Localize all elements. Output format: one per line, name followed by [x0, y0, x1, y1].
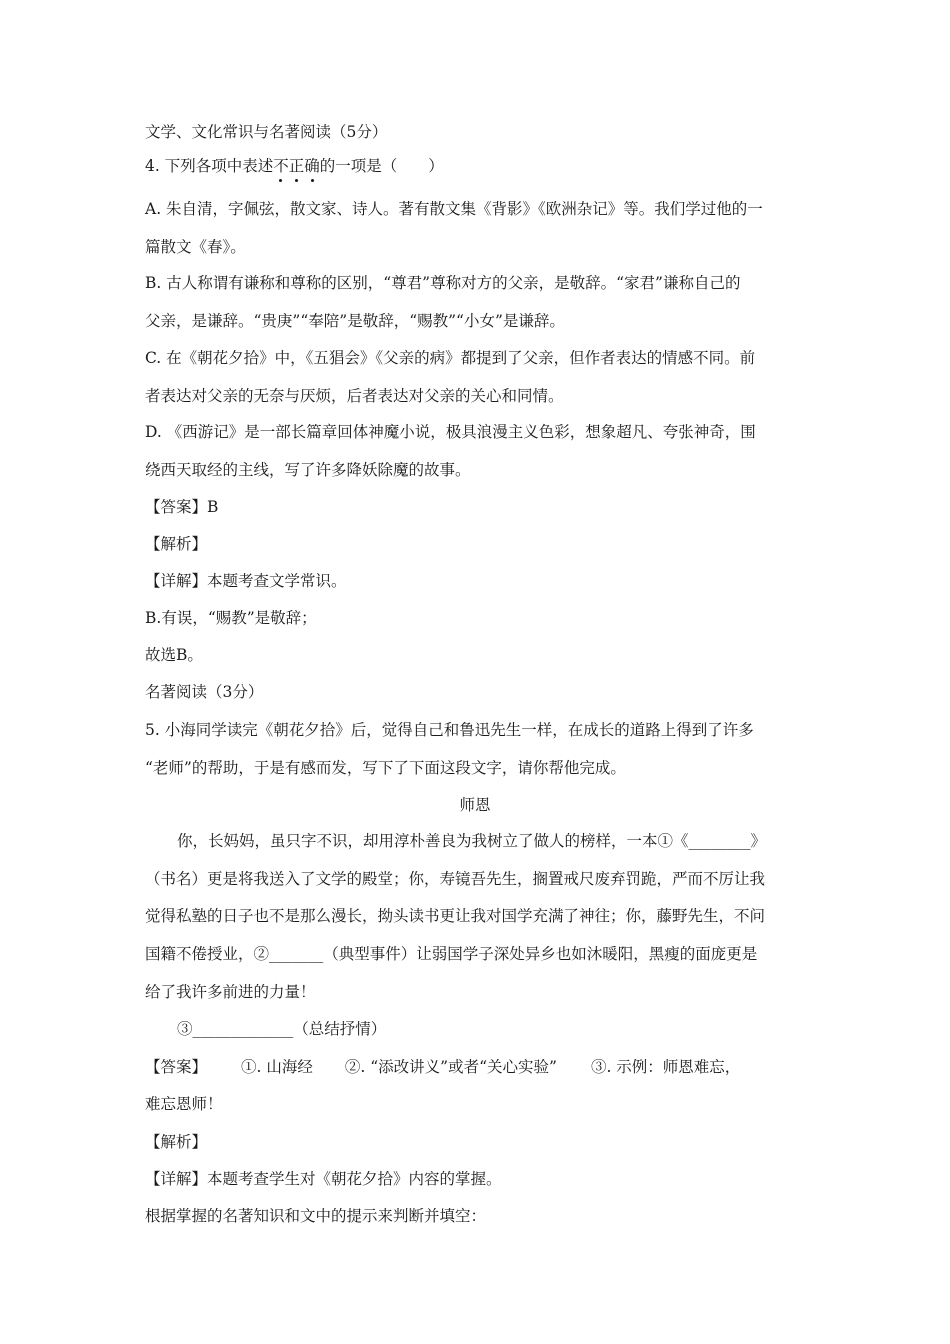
q4-option-d-line-1: D. 《西游记》是一部长篇章回体神魔小说，极具浪漫主义色彩，想象超凡、夸张神奇，围: [145, 423, 756, 441]
q5-answer-3: ③. 示例：师恩难忘，: [590, 1058, 741, 1076]
section-heading-literature: 文学、文化常识与名著阅读（5分）: [145, 123, 388, 141]
q4-explanation-2: 故选B。: [145, 646, 203, 664]
q5-answer-continued: 难忘恩师！: [145, 1095, 223, 1113]
q4-option-a-line-2: 篇散文《春》。: [145, 238, 246, 256]
question-4-stem: [145, 159, 444, 175]
q4-detail: 【详解】本题考查文学常识。: [145, 572, 347, 590]
emphasis-char-1: 不: [273, 157, 289, 175]
emphasis-char-3: 确: [304, 157, 320, 175]
q4-stem-before: 4. 下列各项中表述: [145, 157, 274, 175]
q5-answer-line: [145, 1060, 740, 1076]
q5-detail: 【详解】本题考查学生对《朝花夕拾》内容的掌握。: [145, 1170, 502, 1188]
q4-answer: 【答案】B: [145, 498, 219, 516]
passage-line-1: 你，长妈妈，虽只字不识，却用淳朴善良为我树立了做人的榜样，一本①《________》: [177, 832, 767, 850]
passage-line-6: ③_____________（总结抒情）: [177, 1020, 387, 1038]
q4-option-a-line-1: A. 朱自清，字佩弦，散文家、诗人。著有散文集《背影》《欧洲杂记》等。我们学过他的一: [145, 200, 763, 218]
q4-analysis-label: 【解析】: [145, 535, 208, 553]
passage-line-4: 国籍不倦授业，②_______（典型事件）让弱国学子深处异乡也如沐暖阳，黑瘦的面庞更是: [145, 945, 758, 963]
q5-answer-label: 【答案】: [145, 1058, 208, 1076]
q5-stem-line-1: 5. 小海同学读完《朝花夕拾》后，觉得自己和鲁迅先生一样，在成长的道路上得到了许多: [145, 721, 754, 739]
passage-line-3: 觉得私塾的日子也不是那么漫长，拗头读书更让我对国学充满了神往；你，藤野先生，不问: [145, 907, 766, 925]
q5-answer-1: ①. 山海经: [241, 1058, 313, 1076]
q4-stem-after: 的一项是（ ）: [319, 157, 444, 175]
q4-option-c-line-1: C. 在《朝花夕拾》中，《五猖会》《父亲的病》都提到了父亲，但作者表达的情感不同。前: [145, 349, 756, 367]
section-heading-classics: 名著阅读（3分）: [145, 683, 264, 701]
passage-line-5: 给了我许多前进的力量！: [145, 983, 316, 1001]
passage-title: 师恩: [459, 796, 491, 814]
q4-option-b-line-2: 父亲，是谦辞。“贵庚”“奉陪”是敬辞，“赐教”“小女”是谦辞。: [145, 312, 565, 330]
q5-analysis-label: 【解析】: [145, 1133, 208, 1151]
q4-option-d-line-2: 绕西天取经的主线，写了许多降妖除魔的故事。: [145, 461, 471, 479]
q5-stem-line-2: “老师”的帮助，于是有感而发，写下了下面这段文字，请你帮他完成。: [145, 759, 626, 777]
q5-explanation: 根据掌握的名著知识和文中的提示来判断并填空：: [145, 1207, 487, 1225]
q4-explanation-1: B.有误，“赐教”是敬辞；: [145, 609, 317, 627]
q5-answer-2: ②. “添改讲义”或者“关心实验”: [344, 1058, 557, 1076]
q4-option-c-line-2: 者表达对父亲的无奈与厌烦，后者表达对父亲的关心和同情。: [145, 387, 564, 405]
passage-line-2: （书名）更是将我送入了文学的殿堂；你，寿镜吾先生，搁置戒尺废弃罚跪，严而不厉让我: [145, 870, 766, 888]
emphasis-char-2: 正: [288, 157, 305, 175]
q4-option-b-line-1: B. 古人称谓有谦称和尊称的区别，“尊君”尊称对方的父亲，是敬辞。“家君”谦称自己的: [145, 274, 741, 292]
